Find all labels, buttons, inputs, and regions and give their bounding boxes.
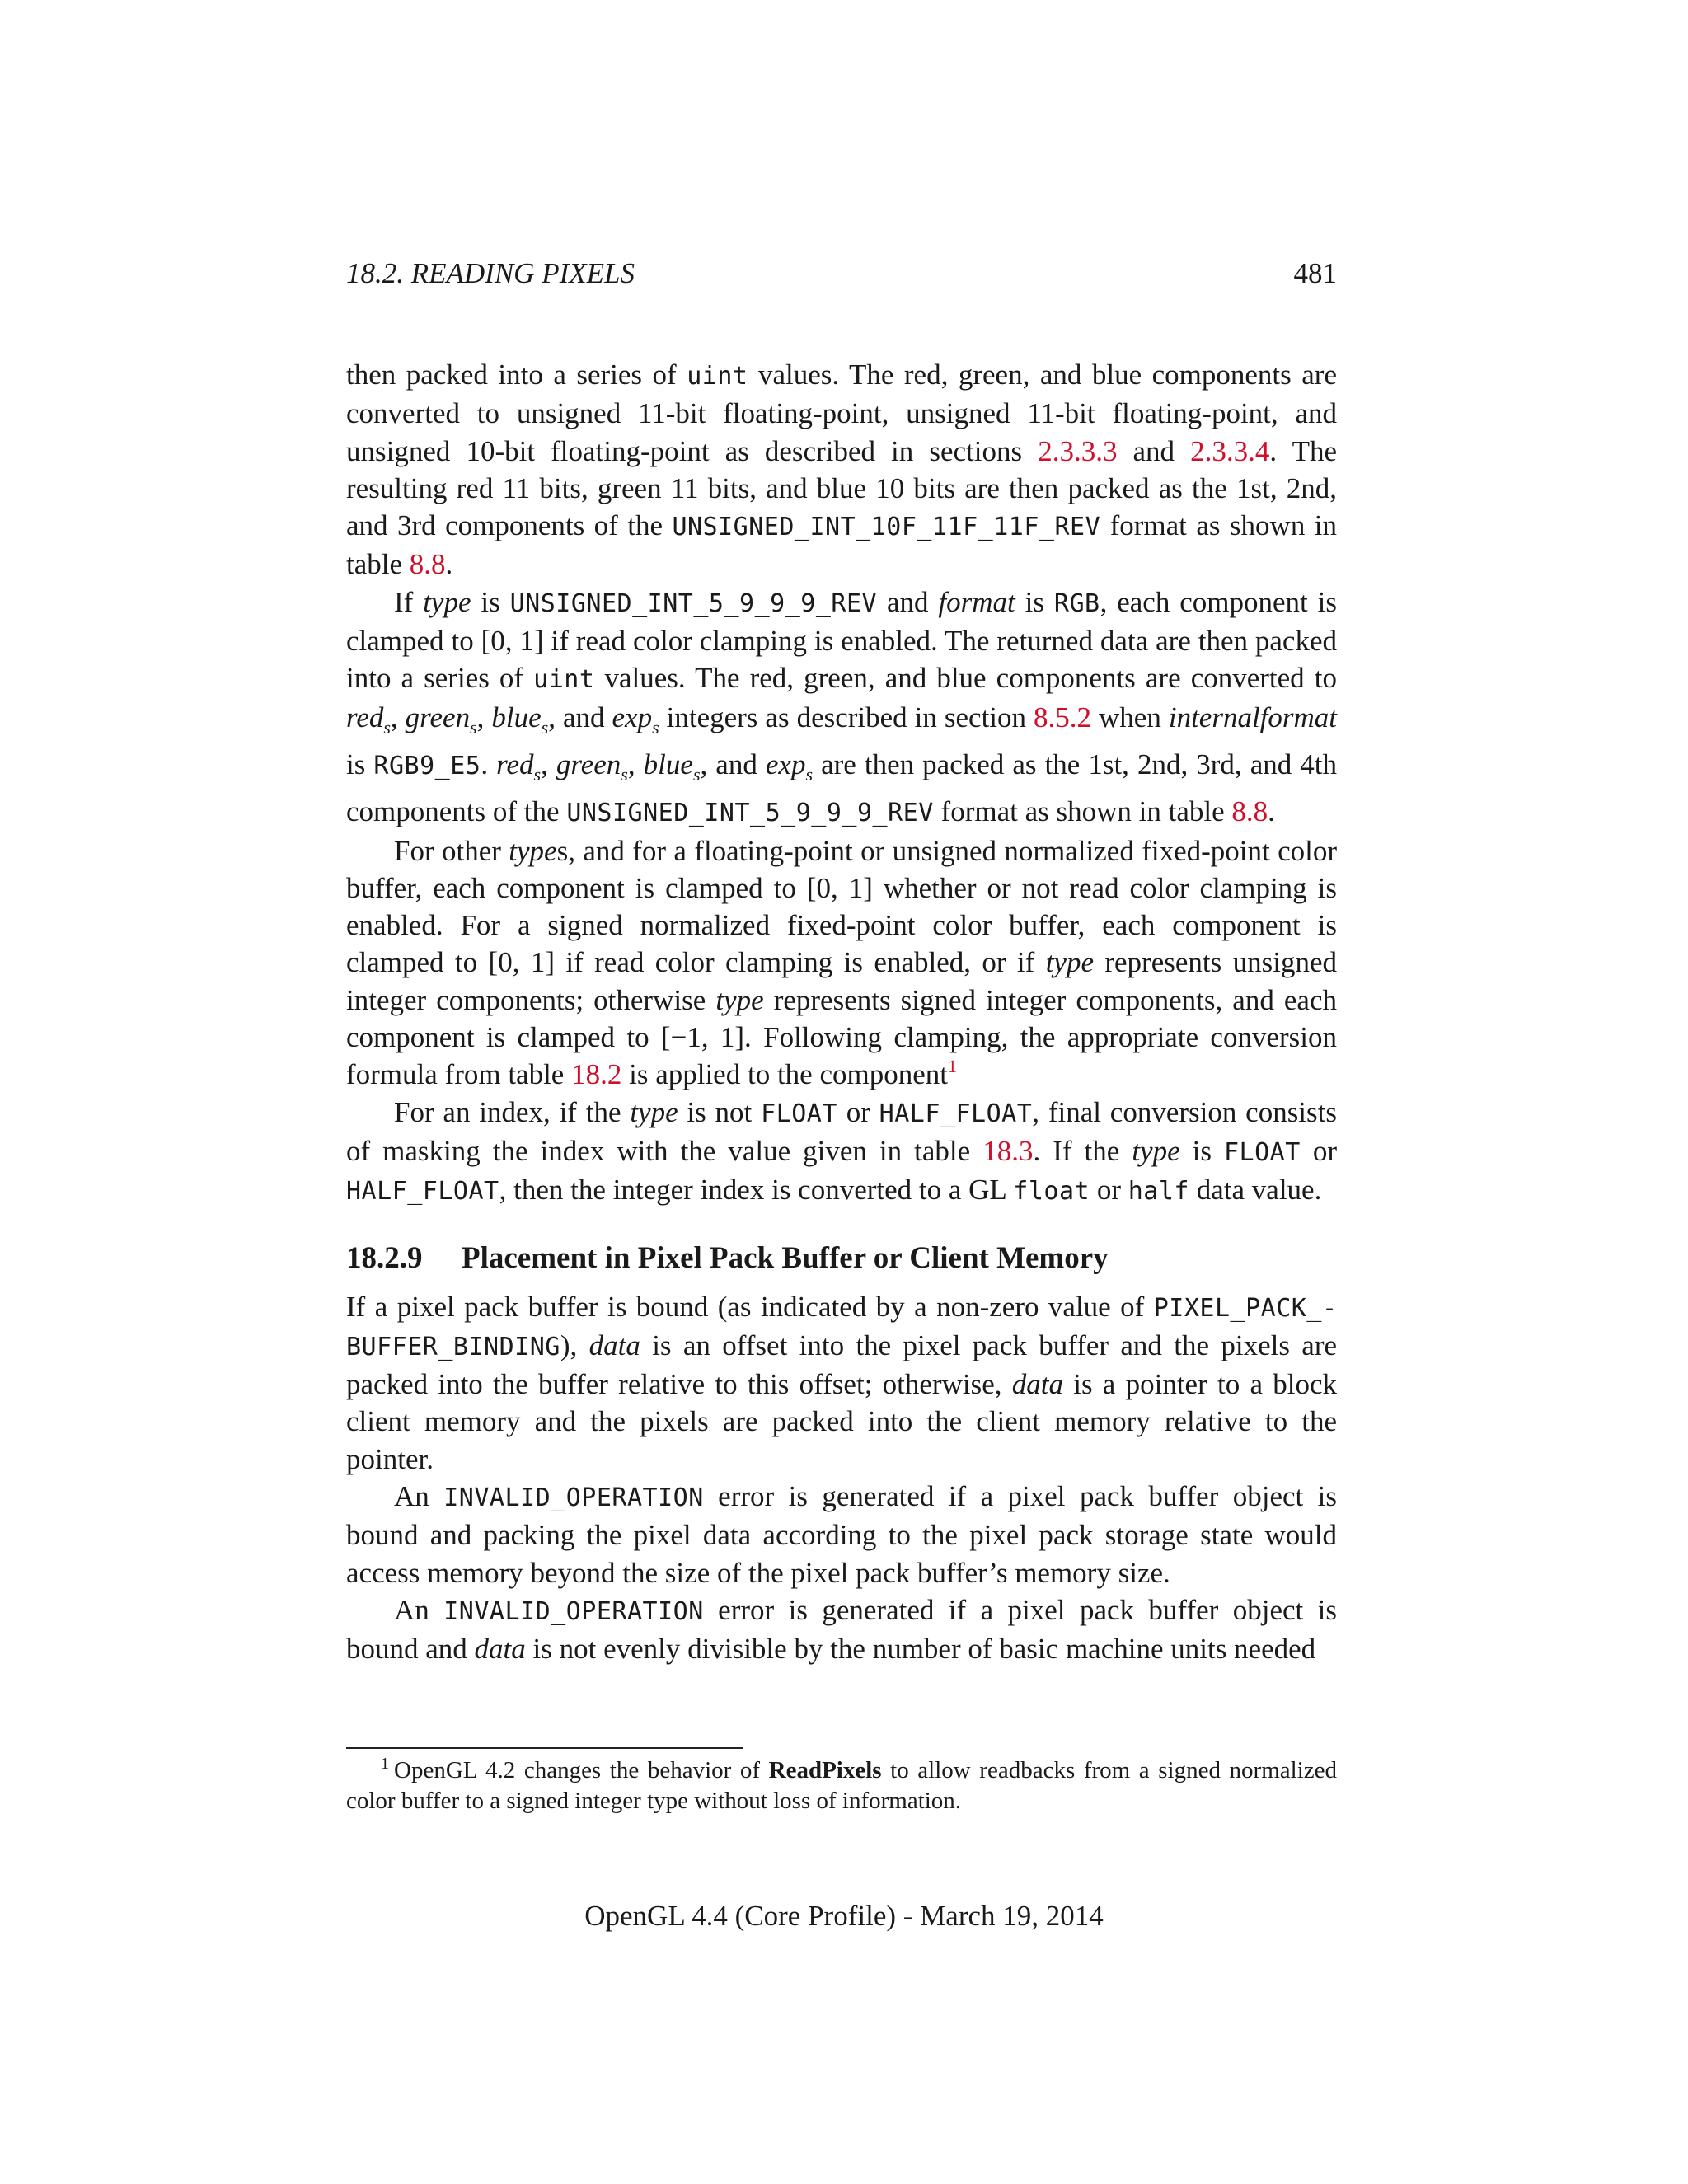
code-token: HALF_FLOAT xyxy=(346,1177,499,1207)
section-title: Placement in Pixel Pack Buffer or Client Memory xyxy=(462,1240,1109,1275)
emphasis: data xyxy=(1011,1368,1063,1401)
emphasis: format xyxy=(938,585,1015,618)
emphasis: data xyxy=(474,1633,526,1666)
paragraph-1: then packed into a series of uint values. The red, green, and blue components are converted to unsigned 11-bit floating-point, unsigned 11-bit floating-point, and unsigned 10-bit floating-point as described in sections 2.3.3.3 and 2.3.3.4. The resulting red 11 bits, green 11 bits, and blue 10 bits are then packed as the 1st, 2nd, and 3rd components of the UNSIGNED_INT_10F_11F_11F_REV format as shown in table 8.8. xyxy=(346,359,1337,581)
paragraph-4: For an index, if the type is not FLOAT or HALF_FLOAT, final conversion consists of masking the index with the value given in table 18.3. If the type is FLOAT or HALF_FLOAT, then the integer index is converted to a GL float or half data value. xyxy=(346,1095,1338,1207)
paragraph-3: For other types, and for a floating-point or unsigned normalized fixed-point color buffer, each component is clamped to [0, 1] whether or not read color clamping is enabled. For a signed normalized fixed-point color buffer, each component is clamped to [0, 1] if read color clamping is enabled, or if type represents unsigned integer components; otherwise type represents signed integer components, and each component is clamped to [−1, 1]. Following clamping, the appropriate conversion formula from table 18.2 is applied to the component$^1$ xyxy=(346,834,1338,1091)
emphasis: type xyxy=(1132,1134,1180,1167)
emphasis: type xyxy=(1045,946,1094,979)
emphasis: data xyxy=(588,1329,640,1361)
math-range: [−1, 1] xyxy=(660,1021,745,1054)
paragraph-2: If type is UNSIGNED_INT_5_9_9_9_REV and format is RGB, each component is clamped to [0, 1] if read color clamping is enabled. The returned data are then packed into a series of uint values. The red, green, and blue components are converted to red$_s$, green$_s$, blue$_s$, and $\exp_s$ integers as described in section 8.5.2 when internalformat is RGB9_E5. red$_s$, green$_s$, blue$_s$, and $\exp_s$ are then packed as the 1st, 2nd, 3rd, and 4th components of the UNSIGNED_INT_5_9_9_9_REV format as shown in table 8.8. xyxy=(346,585,1338,828)
code-token: FLOAT xyxy=(761,1099,837,1128)
code-token: INVALID_OPERATION xyxy=(443,1596,704,1626)
code-token: uint xyxy=(687,362,748,391)
code-token: uint xyxy=(533,665,595,695)
page-footer: OpenGL 4.4 (Core Profile) - March 19, 2014 xyxy=(584,1900,1104,1932)
paragraph-7: An INVALID_OPERATION error is generated if a pixel pack buffer object is bound and data is not evenly divisible by the number of basic machine units needed xyxy=(346,1593,1338,1666)
code-token: RGB xyxy=(1053,588,1100,618)
math-range: [0, 1] xyxy=(488,946,555,979)
footnote-marker[interactable]: 1 xyxy=(947,1056,957,1077)
math-var: red$_s$ xyxy=(496,748,542,785)
code-token: UNSIGNED_INT_10F_11F_11F_REV xyxy=(672,513,1101,542)
section-link[interactable]: 2.3.3.3 xyxy=(1038,434,1118,467)
code-token: PIXEL_PACK_BUFFER_BINDING xyxy=(346,1293,1337,1361)
table-link[interactable]: 8.8 xyxy=(1231,795,1268,828)
code-token: half xyxy=(1128,1177,1189,1207)
math-var: green$_s$ xyxy=(405,701,477,738)
table-link[interactable]: 18.2 xyxy=(571,1058,622,1091)
math-var: $\exp_s$ xyxy=(765,748,814,785)
emphasis: type xyxy=(423,585,471,618)
section-number: 18.2.9 xyxy=(346,1240,423,1275)
header-section-title: 18.2. READING PIXELS xyxy=(346,257,635,289)
code-token: FLOAT xyxy=(1224,1137,1301,1167)
math-var: red$_s$ xyxy=(346,701,391,738)
function-name: ReadPixels xyxy=(768,1757,882,1783)
code-token: UNSIGNED_INT_5_9_9_9_REV xyxy=(509,588,878,618)
section-link[interactable]: 2.3.3.4 xyxy=(1190,434,1270,467)
table-link[interactable]: 8.8 xyxy=(409,548,446,581)
emphasis: type xyxy=(715,983,764,1016)
code-token: UNSIGNED_INT_5_9_9_9_REV xyxy=(566,799,934,828)
math-var: $\exp_s$ xyxy=(612,701,659,738)
section-link[interactable]: 8.5.2 xyxy=(1034,701,1092,733)
math-var: blue$_s$ xyxy=(643,748,701,785)
math-range: [0, 1] xyxy=(481,625,544,658)
code-token: HALF_FLOAT xyxy=(879,1099,1033,1128)
code-token: float xyxy=(1013,1177,1090,1207)
emphasis: type xyxy=(509,834,557,867)
table-link[interactable]: 18.3 xyxy=(982,1134,1034,1167)
emphasis: internalformat xyxy=(1168,701,1338,733)
footnote: $^1$ OpenGL 4.2 changes the behavior of ReadPixels to allow readbacks from a signed normalized color buffer to a signed integer type without loss of information. xyxy=(346,1755,1337,1814)
math-range: [0, 1] xyxy=(806,871,873,904)
running-header xyxy=(346,257,1337,290)
code-token: RGB9_E5 xyxy=(373,751,481,780)
section-heading xyxy=(346,1239,1337,1278)
paragraph-6: An INVALID_OPERATION error is generated if a pixel pack buffer object is bound and packing the pixel data according to the pixel pack storage state would access memory beyond the size of the pixel pack buffer’s memory size. xyxy=(346,1480,1338,1589)
body-text xyxy=(346,356,1337,1668)
footnote-divider xyxy=(346,1747,743,1749)
page-number: 481 xyxy=(1293,257,1337,289)
math-var: blue$_s$ xyxy=(491,701,549,738)
footnote-number: 1 xyxy=(381,1755,389,1773)
code-token: INVALID_OPERATION xyxy=(443,1483,704,1513)
paragraph-5: If a pixel pack buffer is bound (as indicated by a non-zero value of PIXEL_PACK_BUFFER_BINDING), data is an offset into the pixel pack buffer and the pixels are packed into the buffer relative to this offset; otherwise, data is a pointer to a block client memory and the pixels are packed into the client memory relative to the pointer. xyxy=(346,1290,1338,1475)
emphasis: type xyxy=(630,1095,678,1128)
math-var: green$_s$ xyxy=(556,748,628,785)
